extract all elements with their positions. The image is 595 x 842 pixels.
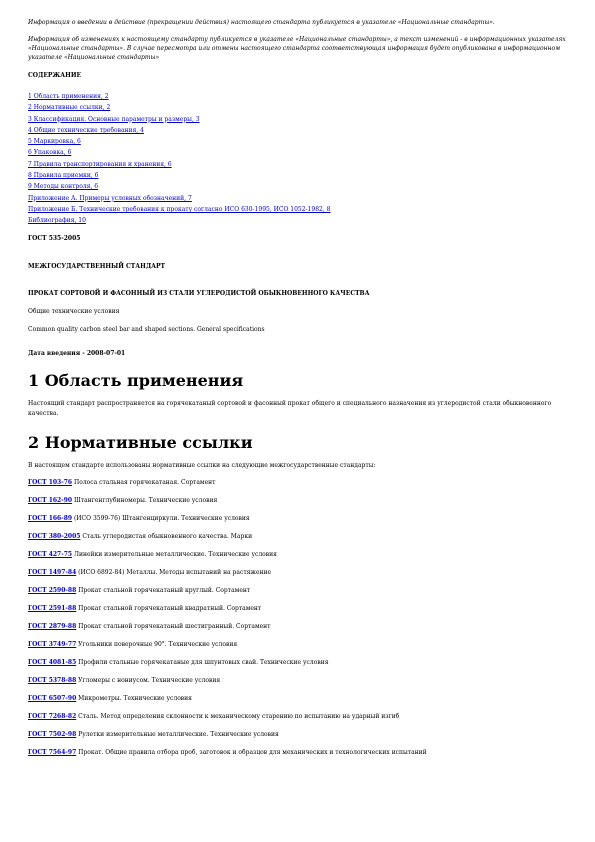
reference-title: Полоса стальная горячекатаная. Сортамент [72, 478, 216, 486]
list-item [28, 515, 568, 533]
standard-name: ПРОКАТ СОРТОВОЙ И ФАСОННЫЙ ИЗ СТАЛИ УГЛЕРОДИСТОЙ ОБЫКНОВЕННОГО КАЧЕСТВА [28, 289, 370, 297]
section-2-intro: В настоящем стандарте использованы нормативные ссылки на следующие межгосударственные стандарты: [28, 461, 376, 469]
reference-link[interactable]: ГОСТ 7502-98 [28, 730, 77, 738]
reference-title: Прокат стальной горячекатаный шестигранный. Сортамент [76, 622, 271, 630]
table-of-contents [28, 89, 568, 225]
standard-subtitle: Общие технические условия [28, 307, 120, 315]
toc-link[interactable]: 3 Классификация. Основные параметры и размеры, 3 [28, 115, 200, 123]
reference-link[interactable]: ГОСТ 5378-88 [28, 676, 77, 684]
list-item [28, 479, 568, 497]
intro-paragraph-2: Информация об изменениях к настоящему стандарту публикуется в указателе «Национальные стандарты», а текст изменений - в информационных указателях «Национальные стандарты». В случае пересмотра или отмены настоящего стандарта соответствующая информация будет опубликована в информационном указателе «Национальные стандарты» [28, 36, 566, 61]
list-item [28, 641, 568, 659]
list-item [28, 677, 568, 695]
list-item [28, 587, 568, 605]
reference-link[interactable]: ГОСТ 6507-90 [28, 694, 77, 702]
effective-date: Дата введения - 2008-07-01 [28, 349, 126, 357]
reference-title: Сталь. Метод определения склонности к механическому старению по испытанию на ударный изгиб [76, 712, 400, 720]
intro-paragraph-1: Информация о введении в действие (прекращении действия) настоящего стандарта публикуется в указателе «Национальные стандарты». [28, 19, 495, 26]
reference-link[interactable]: ГОСТ 3749-77 [28, 640, 77, 648]
reference-title: Линейки измерительные металлические. Технические условия [72, 550, 277, 558]
reference-title: Штангенглубиномеры. Технические условия [72, 496, 218, 504]
reference-link[interactable]: ГОСТ 162-90 [28, 496, 73, 504]
reference-link[interactable]: ГОСТ 2591-88 [28, 604, 77, 612]
toc-title: СОДЕРЖАНИЕ [28, 72, 82, 79]
reference-link[interactable]: ГОСТ 427-75 [28, 550, 73, 558]
list-item [28, 551, 568, 569]
reference-link[interactable]: ГОСТ 103-76 [28, 478, 73, 486]
list-item [28, 569, 568, 587]
section-2-heading: 2 Нормативные ссылки [28, 432, 253, 452]
reference-title: Рулетки измерительные металлические. Технические условия [76, 730, 279, 738]
list-item [28, 659, 568, 677]
reference-title: Профили стальные горячекатаные для шпунтовых свай. Технические условия [76, 658, 329, 666]
reference-link[interactable]: ГОСТ 7268-82 [28, 712, 77, 720]
list-item [28, 695, 568, 713]
toc-link[interactable]: 7 Правила транспортирования и хранения, 6 [28, 160, 172, 168]
toc-link[interactable]: 5 Маркировка, 6 [28, 138, 81, 146]
toc-link[interactable]: 8 Правила приемки, 6 [28, 172, 99, 180]
reference-link[interactable]: ГОСТ 2590-88 [28, 586, 77, 594]
list-item [28, 623, 568, 641]
reference-title: Прокат. Общие правила отбора проб, заготовок и образцов для механических и технологических испытаний [76, 748, 427, 756]
reference-title: Микрометры. Технические условия [76, 694, 192, 702]
toc-link[interactable]: 2 Нормативные ссылки, 2 [28, 104, 111, 112]
list-item [28, 713, 568, 731]
list-item [28, 731, 568, 749]
reference-title: (ИСО 3599-76) Штангенциркули. Технические условия [72, 514, 250, 522]
toc-link[interactable]: 1 Область применения, 2 [28, 93, 109, 100]
list-item [28, 497, 568, 515]
reference-link[interactable]: ГОСТ 2879-88 [28, 622, 77, 630]
toc-link[interactable]: Приложение А. Примеры условных обозначений, 7 [28, 194, 192, 202]
reference-title: Прокат стальной горячекатаный квадратный. Сортамент [76, 604, 262, 612]
section-1-heading: 1 Область применения [28, 370, 244, 390]
standard-english-title: Common quality carbon steel bar and shaped sections. General specifications [28, 325, 265, 333]
toc-link[interactable]: Приложение Б. Технические требования к прокату согласно ИСО 630-1995, ИСО 1052-1982, 8 [28, 205, 331, 213]
list-item [28, 605, 568, 623]
reference-title: Угольники поверочные 90°. Технические условия [76, 640, 238, 648]
reference-link[interactable]: ГОСТ 4081-85 [28, 658, 77, 666]
standard-number: ГОСТ 535-2005 [28, 234, 81, 242]
reference-link[interactable]: ГОСТ 166-89 [28, 514, 73, 522]
toc-link[interactable]: 9 Методы контроля, 6 [28, 183, 99, 191]
toc-link[interactable]: Библиография, 10 [28, 217, 86, 225]
reference-list [28, 479, 568, 767]
reference-title: Прокат стальной горячекатаный круглый. Сортамент [76, 586, 251, 594]
toc-link[interactable]: 6 Упаковка, 6 [28, 149, 72, 157]
toc-link[interactable]: 4 Общие технические требования, 4 [28, 126, 144, 134]
reference-link[interactable]: ГОСТ 380-2005 [28, 532, 81, 540]
document-page [28, 18, 568, 767]
list-item [28, 533, 568, 551]
reference-title: Угломеры с нониусом. Технические условия [76, 676, 221, 684]
list-item [28, 749, 568, 767]
standard-type: МЕЖГОСУДАРСТВЕННЫЙ СТАНДАРТ [28, 262, 166, 270]
reference-link[interactable]: ГОСТ 1497-84 [28, 568, 77, 576]
reference-link[interactable]: ГОСТ 7564-97 [28, 748, 77, 756]
section-1-text: Настоящий стандарт распространяется на горячекатаный сортовой и фасонный прокат общего и специального назначения из углеродистой стали обыкновенного качества. [28, 399, 552, 417]
reference-title: Сталь углеродистая обыкновенного качества. Марки [80, 532, 253, 540]
reference-title: (ИСО 6892-84) Металлы. Методы испытаний на растяжение [76, 568, 272, 576]
